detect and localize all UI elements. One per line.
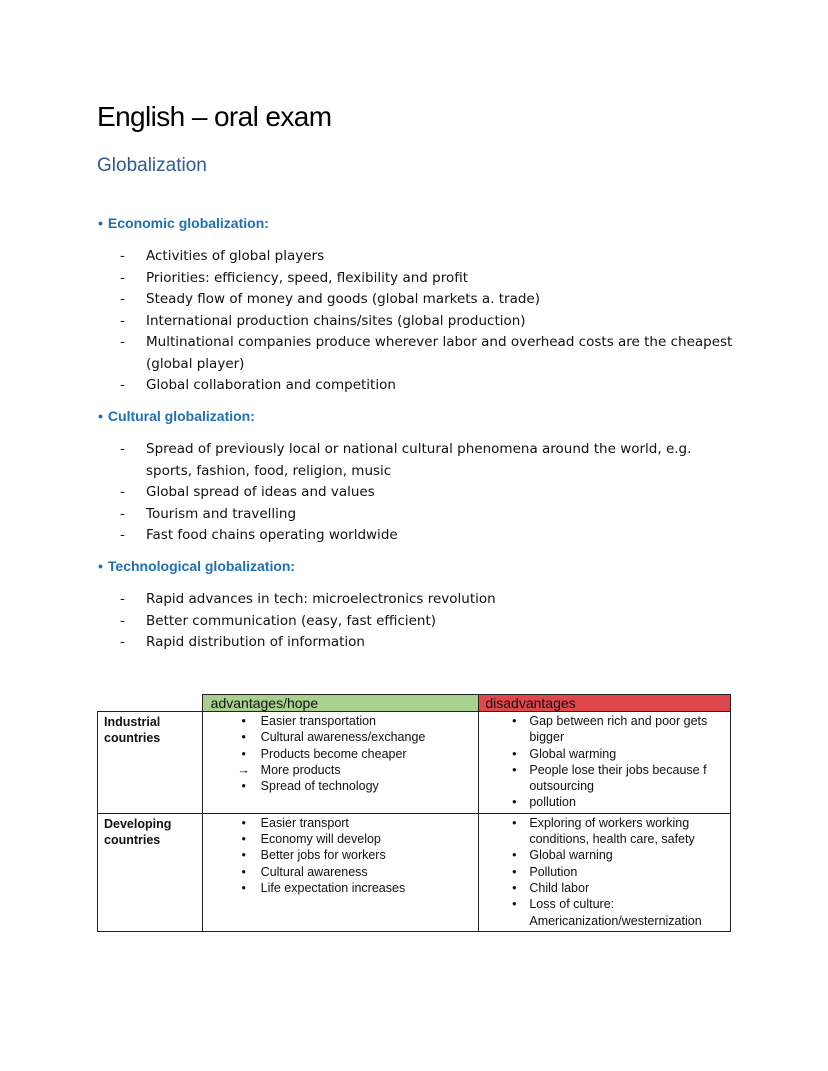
bullet-icon: • [98, 408, 103, 424]
list-technological [120, 589, 740, 654]
list-item: • Global warning [512, 848, 613, 863]
list-item: • Cultural awareness/exchange [241, 730, 426, 745]
disadvantages-header: disadvantages [479, 695, 731, 712]
list-item: • Life expectation increases [241, 880, 406, 895]
table-row [98, 712, 731, 814]
list-item: - Better communication (easy, fast efficient) [120, 612, 437, 629]
row-label-industrial: Industrial countries [98, 712, 203, 814]
list-item: • Products become cheaper [241, 746, 407, 761]
list-item: • Better jobs for workers [241, 848, 386, 863]
list-item: - Rapid distribution of information [120, 634, 365, 650]
bullet-icon: • [98, 215, 103, 231]
row-label-developing: Developing countries [98, 813, 203, 931]
list-item: - Activities of global players [120, 248, 325, 264]
list-item: • Global warming [512, 746, 617, 761]
list-item: • Child labor [512, 880, 590, 895]
list-cultural [120, 439, 740, 547]
advantages-header: advantages/hope [202, 695, 479, 712]
list-item: • Spread of technology [241, 779, 379, 794]
list-item: - Tourism and travelling [120, 505, 297, 522]
list-item: - Global spread of ideas and values [120, 484, 375, 500]
list-item: - Spread of previously local or national cultural phenomena around the world, e.g. sports, fashion, food, religion, music [120, 441, 692, 479]
list-item: - Steady flow of money and goods (global markets a. trade) [120, 291, 540, 307]
list-item: • Loss of culture: Americanization/westernization [512, 897, 702, 928]
list-item: • pollution [512, 795, 576, 810]
table-header-row [98, 695, 731, 712]
bullet-icon: • [98, 558, 103, 574]
list-item: - Rapid advances in tech: microelectronics revolution [120, 591, 496, 607]
section-heading-economic: • Economic globalization: [98, 215, 269, 231]
list-item: - International production chains/sites (global production) [120, 312, 526, 329]
list-item: • Economy will develop [241, 832, 381, 847]
developing-advantages-cell [202, 813, 479, 931]
developing-disadvantages-cell [479, 813, 731, 931]
list-item: • People lose their jobs because f outsourcing [512, 762, 707, 794]
industrial-advantages-cell [202, 712, 479, 814]
list-item: • Cultural awareness [241, 864, 368, 879]
list-item: - Global collaboration and competition [120, 377, 396, 393]
list-item: - Multinational companies produce wherever labor and overhead costs are the cheapest (global player) [120, 334, 733, 372]
list-item: • Easier transport [241, 815, 349, 830]
list-item: • Gap between rich and poor gets bigger [512, 714, 708, 745]
list-item: • Pollution [512, 864, 578, 879]
arrow-right-icon: → [237, 762, 250, 777]
section-heading-cultural: • Cultural globalization: [98, 408, 255, 424]
list-item: → More products [237, 762, 341, 777]
list-item: - Priorities: efficiency, speed, flexibility and profit [120, 269, 469, 286]
page-subtitle: Globalization [97, 155, 207, 176]
page-title: English – oral exam [97, 101, 332, 132]
table-row [98, 813, 731, 931]
table-corner-cell [98, 695, 203, 712]
list-item: • Exploring of workers working conditions, health care, safety [512, 815, 695, 847]
list-item: • Easier transportation [241, 714, 377, 728]
list-economic [120, 246, 740, 397]
list-item: - Fast food chains operating worldwide [120, 527, 398, 543]
industrial-disadvantages-cell [479, 712, 731, 814]
section-heading-technological: • Technological globalization: [98, 558, 296, 574]
pros-cons-table [97, 694, 731, 932]
